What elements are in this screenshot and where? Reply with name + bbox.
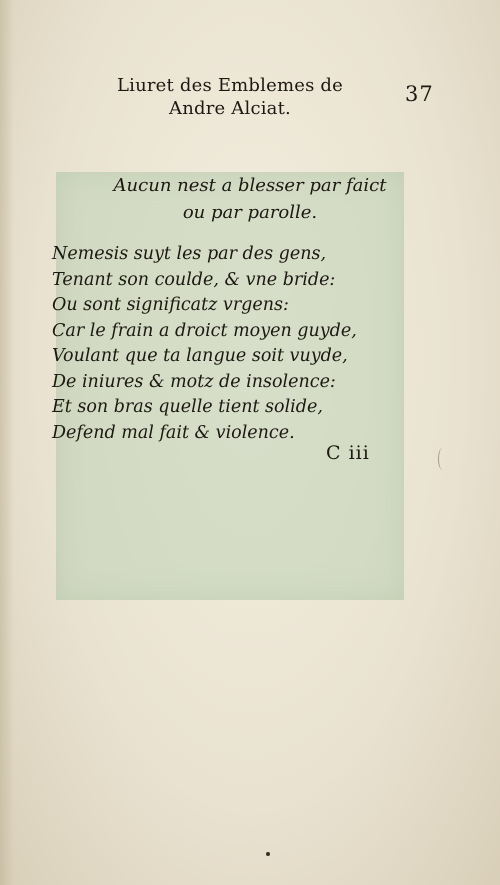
verse-line: Voulant que ta langue soit vuyde, bbox=[52, 346, 348, 366]
verse-line: Defend mal fait & violence. bbox=[52, 422, 295, 443]
verse-line: Car le frain a droict moyen guyde, bbox=[52, 320, 357, 341]
verse-line: Et son bras quelle tient solide, bbox=[52, 397, 323, 417]
emblem-verse bbox=[52, 242, 382, 446]
running-title-line-2: Andre Alciat. bbox=[169, 98, 291, 119]
bottom-dot bbox=[266, 852, 270, 856]
running-header bbox=[110, 74, 350, 120]
running-title-line-1: Liuret des Emblemes de bbox=[116, 75, 344, 96]
page-edge-shadow bbox=[0, 0, 14, 885]
verse-line: Tenant son coulde, & vne bride: bbox=[52, 269, 336, 290]
verse-line: De iniures & motz de insolence: bbox=[52, 371, 336, 392]
motto-line-2: ou par parolle. bbox=[182, 202, 318, 223]
verse-line: Ou sont significatz vrgens: bbox=[52, 295, 289, 315]
page-number: 37 bbox=[405, 82, 434, 106]
signature-mark: C iii bbox=[326, 442, 370, 464]
margin-mark bbox=[438, 448, 447, 470]
verse-line: Nemesis suyt les par des gens, bbox=[52, 244, 327, 264]
emblem-motto bbox=[100, 172, 400, 226]
motto-line-1: Aucun nest a blesser par faict bbox=[113, 175, 387, 196]
